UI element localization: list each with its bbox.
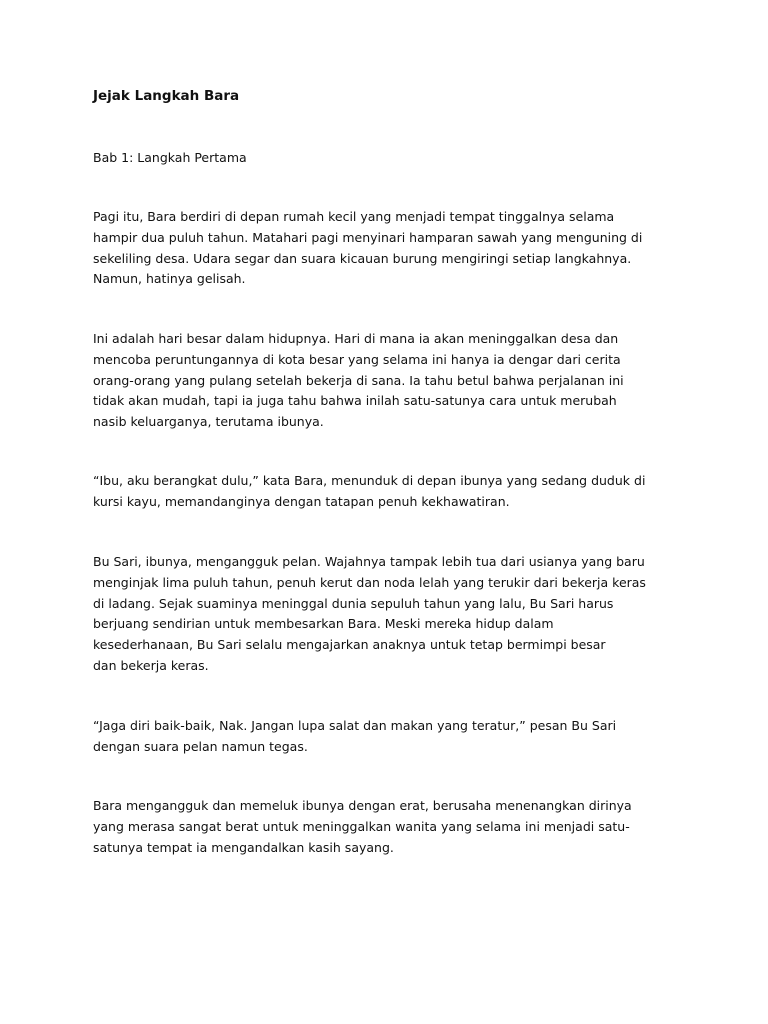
paragraph-line: menginjak lima puluh tahun, penuh kerut dan noda lelah yang terukir dari bekerja keras — [93, 574, 646, 590]
chapter-heading: Bab 1: Langkah Pertama — [93, 150, 247, 165]
paragraph-5 — [93, 716, 693, 758]
paragraph-6 — [93, 796, 693, 858]
paragraph-line: Bara mengangguk dan memeluk ibunya dengan erat, berusaha menenangkan dirinya — [93, 798, 632, 813]
paragraph-1 — [93, 207, 693, 290]
paragraph-line: mencoba peruntungannya di kota besar yang selama ini hanya ia dengar dari cerita — [93, 351, 621, 367]
paragraph-line: kursi kayu, memandanginya dengan tatapan penuh kekhawatiran. — [93, 493, 510, 509]
document-title: Jejak Langkah Bara — [93, 88, 240, 104]
paragraph-line: orang-orang yang pulang setelah bekerja di sana. Ia tahu betul bahwa perjalanan ini — [93, 372, 624, 388]
paragraph-line: sekeliling desa. Udara segar dan suara kicauan burung mengiringi setiap langkahnya. — [93, 250, 632, 266]
paragraph-line: “Ibu, aku berangkat dulu,” kata Bara, menunduk di depan ibunya yang sedang duduk di — [93, 473, 646, 488]
paragraph-line: nasib keluarganya, terutama ibunya. — [93, 414, 324, 429]
paragraph-line: hampir dua puluh tahun. Matahari pagi menyinari hamparan sawah yang menguning di — [93, 229, 643, 245]
paragraph-line: Pagi itu, Bara berdiri di depan rumah kecil yang menjadi tempat tinggalnya selama — [93, 209, 615, 224]
paragraph-2 — [93, 329, 693, 433]
paragraph-line: Bu Sari, ibunya, mengangguk pelan. Wajahnya tampak lebih tua dari usianya yang baru — [93, 554, 645, 569]
paragraph-line: dan bekerja keras. — [93, 657, 209, 673]
paragraph-line: tidak akan mudah, tapi ia juga tahu bahwa inilah satu-satunya cara untuk merubah — [93, 393, 617, 409]
paragraph-line: dengan suara pelan namun tegas. — [93, 738, 308, 754]
paragraph-line: kesederhanaan, Bu Sari selalu mengajarkan anaknya untuk tetap bermimpi besar — [93, 637, 606, 652]
paragraph-line: satunya tempat ia mengandalkan kasih sayang. — [93, 839, 394, 855]
paragraph-line: Namun, hatinya gelisah. — [93, 271, 246, 287]
paragraph-line: yang merasa sangat berat untuk meninggalkan wanita yang selama ini menjadi satu- — [93, 818, 630, 834]
paragraph-line: “Jaga diri baik-baik, Nak. Jangan lupa salat dan makan yang teratur,” pesan Bu Sari — [93, 718, 617, 733]
paragraph-3 — [93, 471, 693, 513]
paragraph-4 — [93, 552, 693, 677]
paragraph-line: di ladang. Sejak suaminya meninggal dunia sepuluh tahun yang lalu, Bu Sari harus — [93, 595, 614, 611]
paragraph-line: Ini adalah hari besar dalam hidupnya. Hari di mana ia akan meninggalkan desa dan — [93, 331, 619, 346]
paragraph-line: berjuang sendirian untuk membesarkan Bara. Meski mereka hidup dalam — [93, 616, 554, 632]
